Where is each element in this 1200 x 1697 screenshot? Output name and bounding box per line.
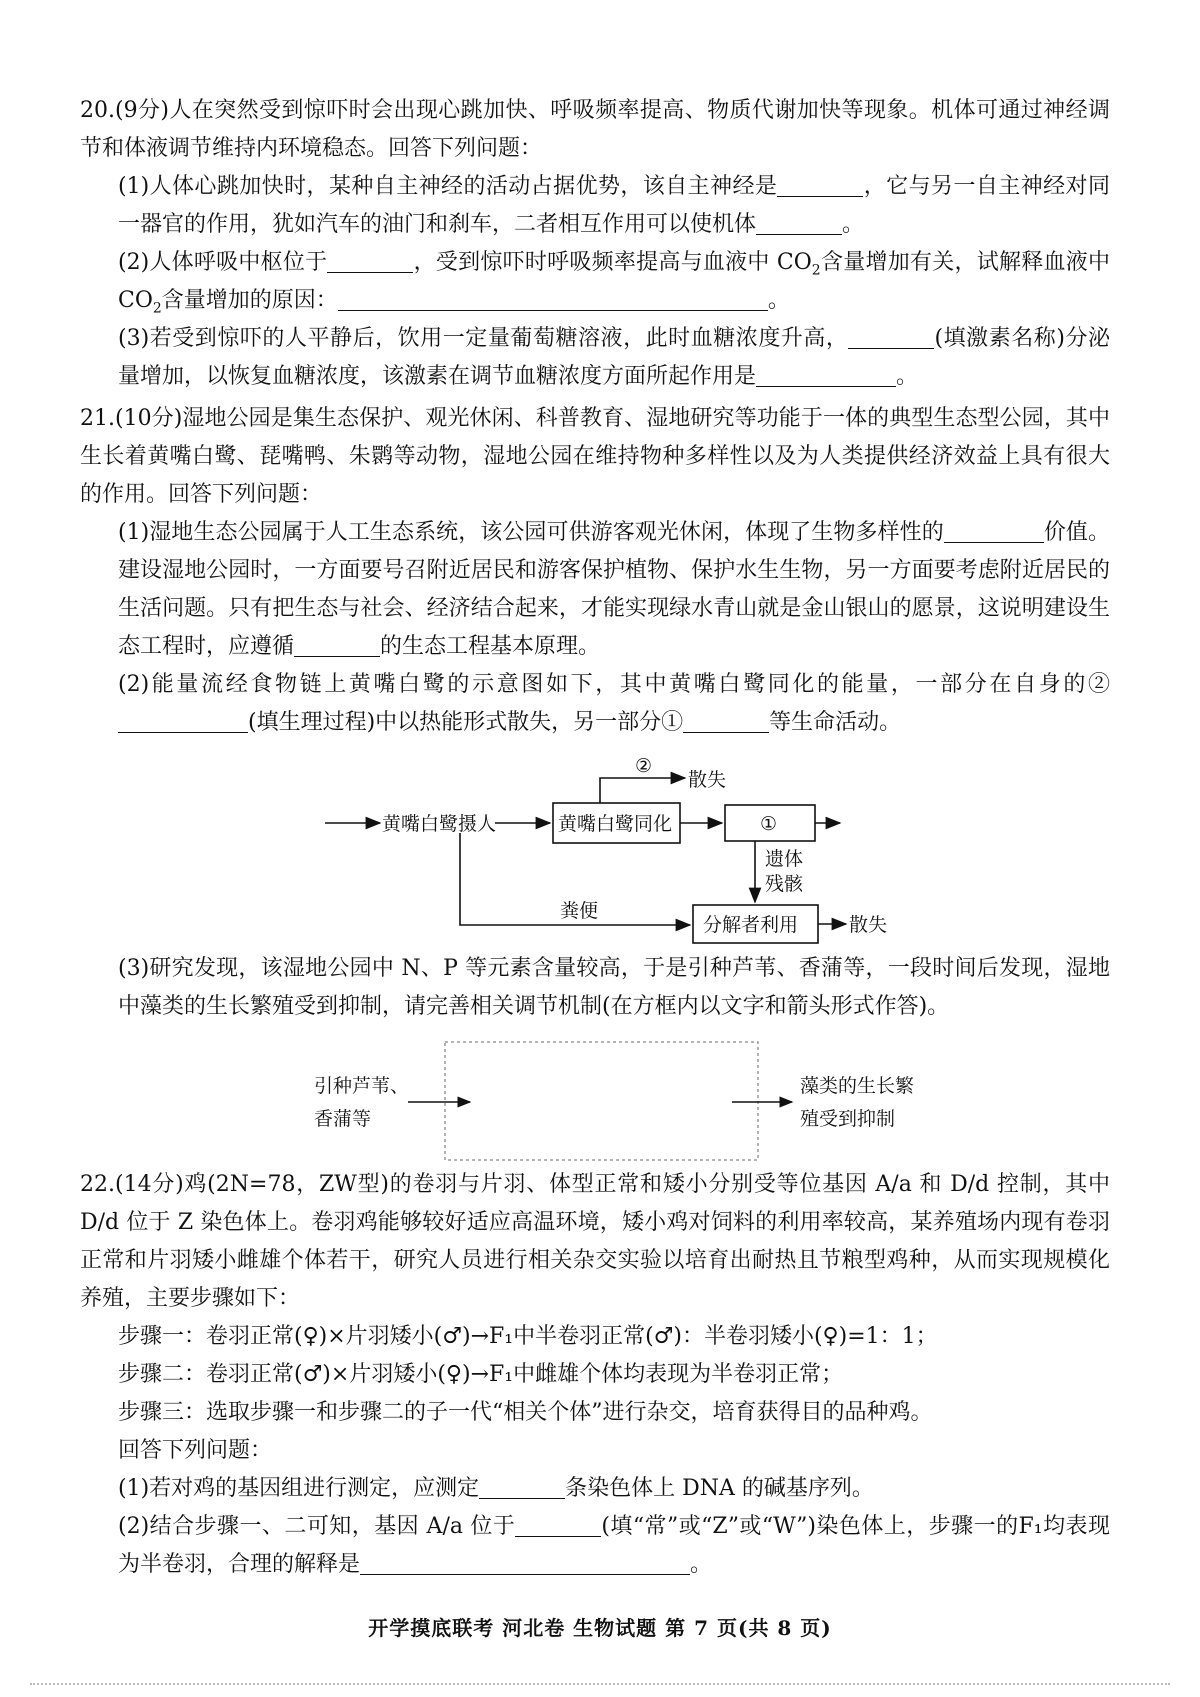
question-21-part-3: [80, 950, 1110, 1026]
q22-p2-text-b: (填“常”或“Z”或“W”)染色体上，步骤一的: [601, 1514, 1019, 1539]
q20-p3-text-c: 名称)分泌量增加，以恢复血糖浓度，该激素在调节血糖浓度方面所起作用是: [118, 326, 1110, 389]
q20-p3-text-a: (3)若受到惊吓的人平静后，饮用一定量葡萄糖溶液，此时血糖浓度升高，: [118, 326, 849, 351]
co2-subscript: 2: [152, 300, 162, 317]
box-right-label-2: 殖受到抑制: [800, 1108, 896, 1130]
q20-p1-text-b: ，它与另一自主: [863, 174, 1021, 199]
q21-p3-text: (3)研究发现，该湿地公园中 N、P 等元素含量较高，于是引种芦苇、香蒲等，一段时间后发现，湿地中藻类的生长繁殖受到抑制，请完善相关调节机制(在方框内以文字和箭头形式作答)。: [118, 956, 1110, 1019]
co2-subscript: 2: [811, 262, 821, 279]
question-22-part-1: [80, 1470, 1110, 1508]
loss-top-label: 散失: [688, 769, 727, 791]
q22-p1-text-a: (1)若对鸡的基因组进行测定，应测定: [118, 1476, 480, 1501]
q20-p2-text-a: (2)人体呼吸中枢位于: [118, 250, 328, 275]
decomposer-label: 分解者利用: [703, 914, 799, 936]
q21-p2-text-d: 等生命活动。: [769, 710, 902, 735]
circle-2-label: ②: [635, 755, 653, 777]
q20-p1-text-a: (1)人体心跳加快时，某种自主神经的活动占据优势，该自主神经是: [118, 174, 778, 199]
q22-p2-text-d: 。: [690, 1552, 713, 1577]
q20-p2-text-b: ，受到惊吓时呼吸频率提高与血液中 CO: [413, 250, 812, 275]
q21-p2-text-c: (填生理过程)中以热能形式散失，另一部分①: [248, 710, 684, 735]
q20-p2-text-d: 解释血液中 CO: [118, 250, 1110, 313]
intake-label: 黄嘴白鹭摄人: [382, 813, 497, 835]
q21-p1-text-a: (1)湿地生态公园属于人工生态系统，该公园可供游客观光休闲，体现了生物多样性的: [118, 520, 944, 545]
q21-p1-text-b: 价值。建设湿地公园时，一方面要号召附近居民和游客保护植物、保护水生生物，另一方面要考虑附近居民的生活问题。只有把生态与社会、经济结合起来，才能实现绿水青山就是金山银山的愿景，这说明建设生态工程时，应遵循: [118, 520, 1110, 659]
question-22-stem: 22.(14分)鸡(2N=78，ZW型)的卷羽与片羽、体型正常和矮小分别受等位基因 A/a 和 D/d 控制，其中 D/d 位于 Z 染色体上。卷羽鸡能够较好适应高温环境，矮小鸡对饲料的利用率较高，某养殖场内现有卷羽正常和片羽矮小雌雄个体若干，研究人员进行相关杂交实验以培育出耐热且节粮型鸡种，从而实现规模化养殖，主要步骤如下：: [80, 1172, 1110, 1311]
question-21-stem: 21.(10分)湿地公园是集生态保护、观光休闲、科普教育、湿地研究等功能于一体的典型生态型公园，其中生长着黄嘴白鹭、琵嘴鸭、朱鹮等动物，湿地公园在维持物种多样性以及为人类提供经济效益上具有很大的作用。回答下列问题：: [80, 406, 1110, 507]
q20-p1-text-c: 神经对同一器官的作用，犹如汽车的油门和刹车，二者相互作用可以使机体: [118, 174, 1110, 237]
q20-p2-text-e: 含量增加的原因：: [161, 288, 338, 313]
q20-p3-text-b: (填激素: [934, 326, 1012, 351]
step-3: 步骤三：选取步骤一和步骤二的子一代“相关个体”进行杂交，培育获得目的品种鸡。: [118, 1400, 933, 1425]
q20-p3-text-d: 。: [896, 364, 919, 389]
feces-label: 粪便: [560, 900, 599, 922]
q22-p2-text-a: (2)结合步骤一、二可知，基因 A/a 位于: [118, 1514, 516, 1539]
q22-p1-text-b: 条染色体上 DNA 的碱基序列。: [565, 1476, 874, 1501]
remains-label-2: 残骸: [765, 873, 804, 895]
question-22: [80, 1166, 1110, 1584]
answer-box[interactable]: [445, 1042, 758, 1160]
assimilation-label: 黄嘴白鹭同化: [558, 813, 673, 835]
question-20-stem: 20.(9分)人在突然受到惊吓时会出现心跳加快、呼吸频率提高、物质代谢加快等现象。机体可通过神经调节和体液调节维持内环境稳态。回答下列问题：: [80, 98, 1110, 161]
page-footer: 开学摸底联考 河北卷 生物试题 第 7 页(共 8 页): [368, 1616, 832, 1640]
box-right-label-1: 藻类的生长繁: [800, 1075, 915, 1097]
step-2: 步骤二：卷羽正常(♂)×片羽矮小(♀)→F₁中雌雄个体均表现为半卷羽正常；: [118, 1362, 844, 1387]
answer-blank[interactable]: [515, 1510, 601, 1537]
question-22-part-2: [80, 1508, 1110, 1584]
box-1-label: ①: [760, 813, 778, 835]
ask-line: 回答下列问题：: [118, 1438, 273, 1463]
box-left-label-1: 引种芦苇、: [314, 1075, 410, 1097]
q21-p2-text-a: (2)能量流经食物链上黄嘴白鹭的示意图如下，其中黄嘴白鹭同化的能量，一部分在自身的: [118, 672, 1088, 697]
q20-p1-text-d: 。: [842, 212, 865, 237]
box-left-label-2: 香蒲等: [314, 1108, 372, 1130]
remains-label: 遗体: [765, 848, 804, 870]
step-1: 步骤一：卷羽正常(♀)×片羽矮小(♂)→F₁中半卷羽正常(♂)：半卷羽矮小(♀)=1：1；: [118, 1324, 938, 1349]
q20-p2-text-c: 含量增加有关，试: [820, 250, 999, 275]
answer-blank[interactable]: [360, 1548, 690, 1575]
loss-right-label: 散失: [849, 914, 888, 936]
q21-p1-text-c: 的生态工程基本原理。: [380, 634, 601, 659]
answer-blank[interactable]: [479, 1472, 565, 1499]
q21-p2-text-b: ②: [1087, 672, 1110, 697]
q22-p2-text-c: F₁均表现为半卷羽，合理的解释是: [118, 1514, 1110, 1577]
q20-p2-text-f: 。: [767, 288, 790, 313]
bottom-divider: [30, 1683, 1170, 1685]
respiration-loss-arrow: [600, 778, 685, 803]
